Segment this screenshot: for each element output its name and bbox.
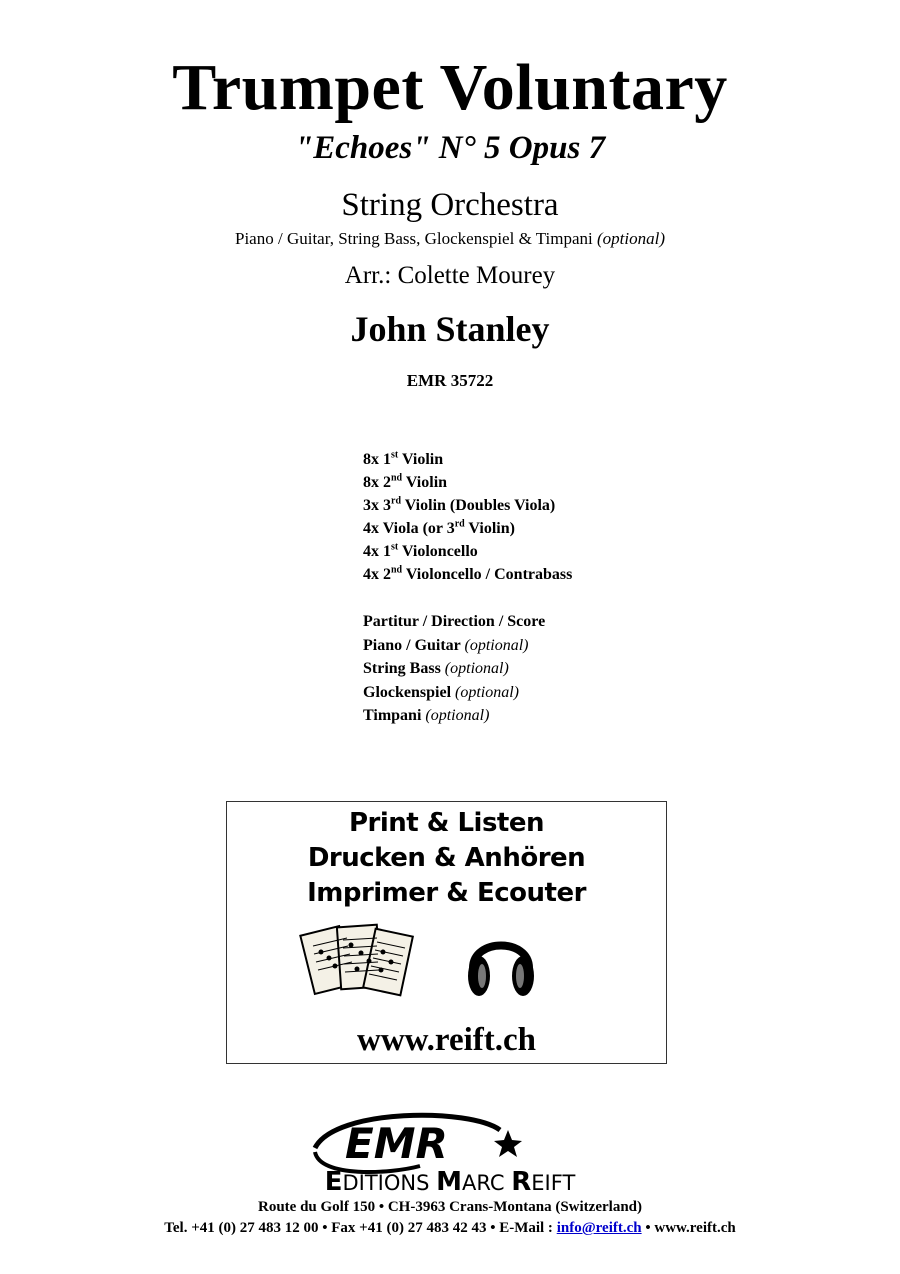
publisher-logo	[240, 1108, 660, 1198]
part-item: 4x 1st Violoncello	[363, 541, 478, 560]
parts-list	[363, 448, 572, 586]
score-subtitle: "Echoes" N° 5 Opus 7	[294, 130, 606, 166]
instrumentation-text: Piano / Guitar, String Bass, Glockenspiel & Timpani	[235, 229, 593, 248]
instrumentation-line	[0, 229, 900, 249]
promo-line-en: Print & Listen	[348, 808, 545, 838]
publisher-name: EDITIONS MARC REIFT	[324, 1167, 576, 1197]
score-title: Trumpet Voluntary	[172, 51, 728, 124]
composer-name: John Stanley	[350, 309, 550, 349]
promo-line-fr: Imprimer & Ecouter	[307, 878, 586, 908]
part-item: 4x 2nd Violoncello / Contrabass	[363, 564, 573, 583]
publisher-address: Route du Golf 150 • CH-3963 Crans-Montana (Switzerland)	[258, 1199, 642, 1215]
print-listen-box	[226, 801, 667, 1064]
extra-item: Piano / Guitar (optional)	[363, 636, 529, 654]
sheet-music-icon	[299, 920, 415, 1002]
catalog-number: EMR 35722	[406, 371, 494, 390]
email-link[interactable]: info@reift.ch	[556, 1220, 642, 1236]
instrumentation-note: (optional)	[597, 229, 665, 248]
extra-item: Timpani (optional)	[363, 707, 490, 724]
part-item: 8x 1st Violin	[363, 449, 444, 468]
promo-url[interactable]: www.reift.ch	[356, 1022, 537, 1058]
part-item: 8x 2nd Violin	[363, 472, 448, 491]
arranger-label: Arr.: Colette Mourey	[344, 262, 556, 289]
extras-list	[363, 610, 545, 728]
headphones-icon	[465, 924, 537, 1000]
extra-item: Partitur / Direction / Score	[363, 613, 546, 630]
extra-item: String Bass (optional)	[363, 660, 509, 677]
part-item: 4x Viola (or 3rd Violin)	[363, 518, 515, 537]
extra-item: Glockenspiel (optional)	[363, 683, 520, 701]
logo-mark: EMR	[345, 1119, 448, 1168]
promo-line-de: Drucken & Anhören	[307, 843, 586, 873]
ensemble-label: String Orchestra	[341, 187, 559, 223]
publisher-contact: Tel. +41 (0) 27 483 12 00 • Fax +41 (0) 27 483 42 43 • E-Mail : info@reift.ch • www.reift.ch	[164, 1220, 736, 1236]
part-item: 3x 3rd Violin (Doubles Viola)	[363, 495, 556, 514]
